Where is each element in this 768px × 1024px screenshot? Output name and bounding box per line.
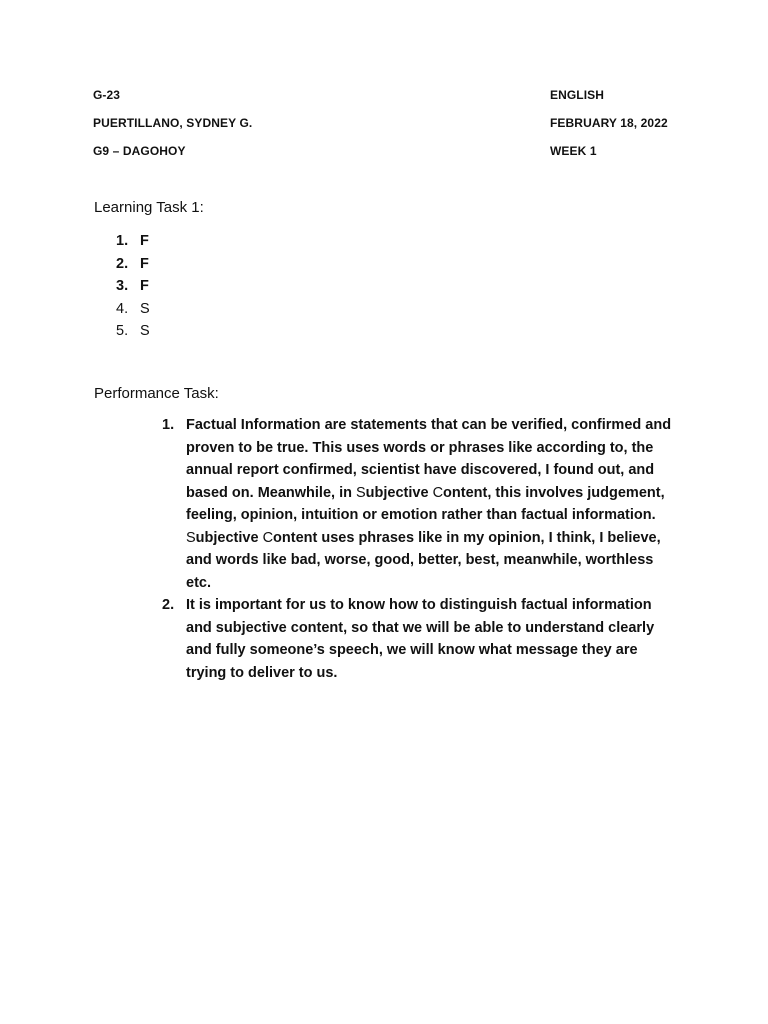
student-name: PUERTILLANO, SYDNEY G. [93,116,253,130]
item-number: 5. [116,323,129,339]
list-item [116,320,150,343]
text-run: Factual Information are statements that can be verified, confirmed and proven to be true. This uses words or phrases like according to, the annual report confirmed, scientist have discovered, I found out, and based on. Meanwhile, in [186,417,672,501]
text-run: ubjective [195,529,263,546]
item-answer: S [140,323,150,339]
item-number: 1. [162,417,175,433]
item-answer: S [140,300,150,317]
week: WEEK 1 [550,144,597,158]
item-text [186,414,672,594]
date: FEBRUARY 18, 2022 [550,116,668,130]
text-run: ontent, this involves judgement, feeling, opinion, intuition or emotion rather than factual information. [186,484,665,523]
learning-task-title: Learning Task 1: [94,199,204,216]
text-run: S [186,529,196,546]
subject: ENGLISH [550,88,605,102]
student-code: G-23 [93,88,121,102]
list-item [116,275,150,298]
performance-task-title: Performance Task: [94,385,219,402]
text-run: S [356,484,366,501]
list-item [116,230,150,253]
item-answer: F [140,278,149,294]
item-number: 2. [116,255,129,272]
list-item [116,298,150,321]
item-number: 3. [116,278,129,294]
text-run: ontent uses phrases like in my opinion, I think, I believe, and words like bad, worse, good, better, best, meanwhile, worthless etc. [186,529,661,591]
item-answer: F [140,255,149,272]
grade-section: G9 – DAGOHOY [93,144,186,158]
list-item [162,414,672,594]
item-text: It is important for us to know how to distinguish factual information and subjective content, so that we will be able to understand clearly and fully someone’s speech, we will know what message they are trying to deliver to us. [186,597,655,681]
item-number: 2. [162,597,175,613]
list-item [116,253,150,276]
text-run: C [432,484,444,501]
item-number: 1. [116,233,129,249]
item-number: 4. [116,300,129,317]
list-item [162,594,672,684]
text-run: C [262,529,274,546]
text-run: ubjective [365,484,433,501]
learning-task-answers [116,230,150,343]
item-answer: F [140,233,149,249]
performance-task-answers [162,414,672,684]
